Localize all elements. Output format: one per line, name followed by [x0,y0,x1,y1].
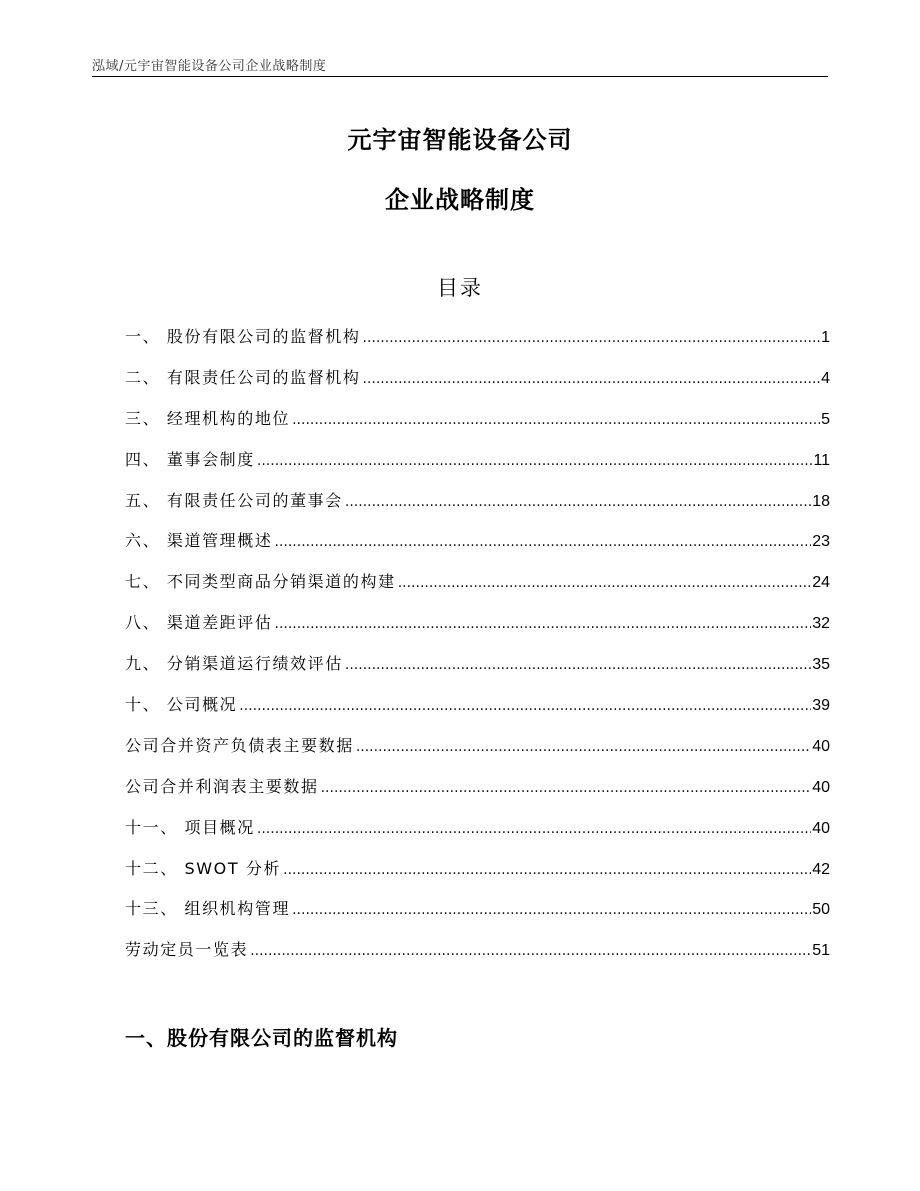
toc-entry-page: 50 [812,901,830,919]
toc-entry-page: 51 [812,942,830,960]
document-title: 元宇宙智能设备公司 [347,126,573,154]
toc-leader-dots [356,735,811,759]
toc-entry-page: 1 [821,329,830,346]
toc-entry-title: 七、 不同类型商品分销渠道的构建 [125,572,396,592]
toc-entry[interactable] [125,611,830,652]
toc-entry[interactable] [125,448,830,489]
toc-entry-title: 二、 有限责任公司的监督机构 [125,367,361,387]
toc-entry-page: 40 [812,737,830,755]
toc-entry-title: 五、 有限责任公司的董事会 [125,490,343,510]
toc-entry[interactable] [125,816,830,857]
toc-entry-title: 一、 股份有限公司的监督机构 [125,327,361,346]
toc-heading: 目录 [437,276,483,300]
toc-entry-page: 40 [812,778,830,796]
header-divider [92,76,828,77]
running-header: 泓域/元宇宙智能设备公司企业战略制度 [92,59,327,74]
toc-entry-title: 九、 分销渠道运行绩效评估 [125,654,343,674]
toc-leader-dots [257,449,813,473]
toc-leader-dots [239,694,811,718]
toc-entry-page: 4 [821,369,830,387]
toc-entry-page: 35 [812,656,830,674]
toc-leader-dots [363,326,821,350]
toc-leader-dots [275,530,812,554]
toc-entry-page: 18 [812,492,830,510]
toc-entry[interactable] [125,489,830,530]
toc-entry-title: 八、 渠道差距评估 [125,613,273,633]
toc-entry-title: 十、 公司概况 [125,695,238,715]
toc-leader-dots [363,367,821,391]
toc-entry[interactable] [125,407,830,448]
toc-leader-dots [321,776,812,800]
toc-entry[interactable] [125,652,830,693]
document-subtitle: 企业战略制度 [385,186,535,214]
toc-entry[interactable] [125,529,830,570]
toc-leader-dots [398,571,812,595]
toc-leader-dots [257,817,811,841]
toc-leader-dots [345,490,811,514]
toc-entry[interactable] [125,570,830,611]
toc-leader-dots [345,653,811,677]
toc-entry-title: 六、 渠道管理概述 [125,531,273,551]
toc-entry[interactable] [125,693,830,734]
toc-leader-dots [292,408,820,432]
toc-entry-page: 32 [812,615,830,633]
toc-entry-title: 十三、 组织机构管理 [125,899,291,919]
toc-leader-dots [292,898,811,922]
toc-entry-page: 42 [812,860,830,878]
toc-entry-page: 11 [813,451,830,469]
toc-entry[interactable] [125,775,830,816]
table-of-contents [125,325,830,979]
toc-entry[interactable] [125,857,830,898]
toc-entry-title: 公司合并利润表主要数据 [125,776,319,796]
toc-entry-page: 23 [812,533,830,551]
toc-leader-dots [283,858,811,882]
toc-entry[interactable] [125,938,830,979]
toc-leader-dots [250,939,811,963]
toc-entry[interactable] [125,325,830,366]
toc-entry[interactable] [125,734,830,775]
section-heading: 一、股份有限公司的监督机构 [125,1026,398,1050]
toc-entry-page: 24 [812,574,830,592]
toc-entry-title: 三、 经理机构的地位 [125,408,291,428]
toc-entry-title: 劳动定员一览表 [125,940,249,960]
toc-entry[interactable] [125,897,830,938]
toc-entry-page: 5 [821,410,830,428]
toc-entry-title: 公司合并资产负债表主要数据 [125,735,354,755]
toc-entry-title: 十一、 项目概况 [125,817,255,837]
toc-leader-dots [275,612,812,636]
toc-entry[interactable] [125,366,830,407]
toc-entry-page: 39 [812,697,830,715]
toc-entry-title: 四、 董事会制度 [125,449,255,469]
toc-entry-page: 40 [812,819,830,837]
toc-entry-title: 十二、 SWOT 分析 [125,858,282,878]
